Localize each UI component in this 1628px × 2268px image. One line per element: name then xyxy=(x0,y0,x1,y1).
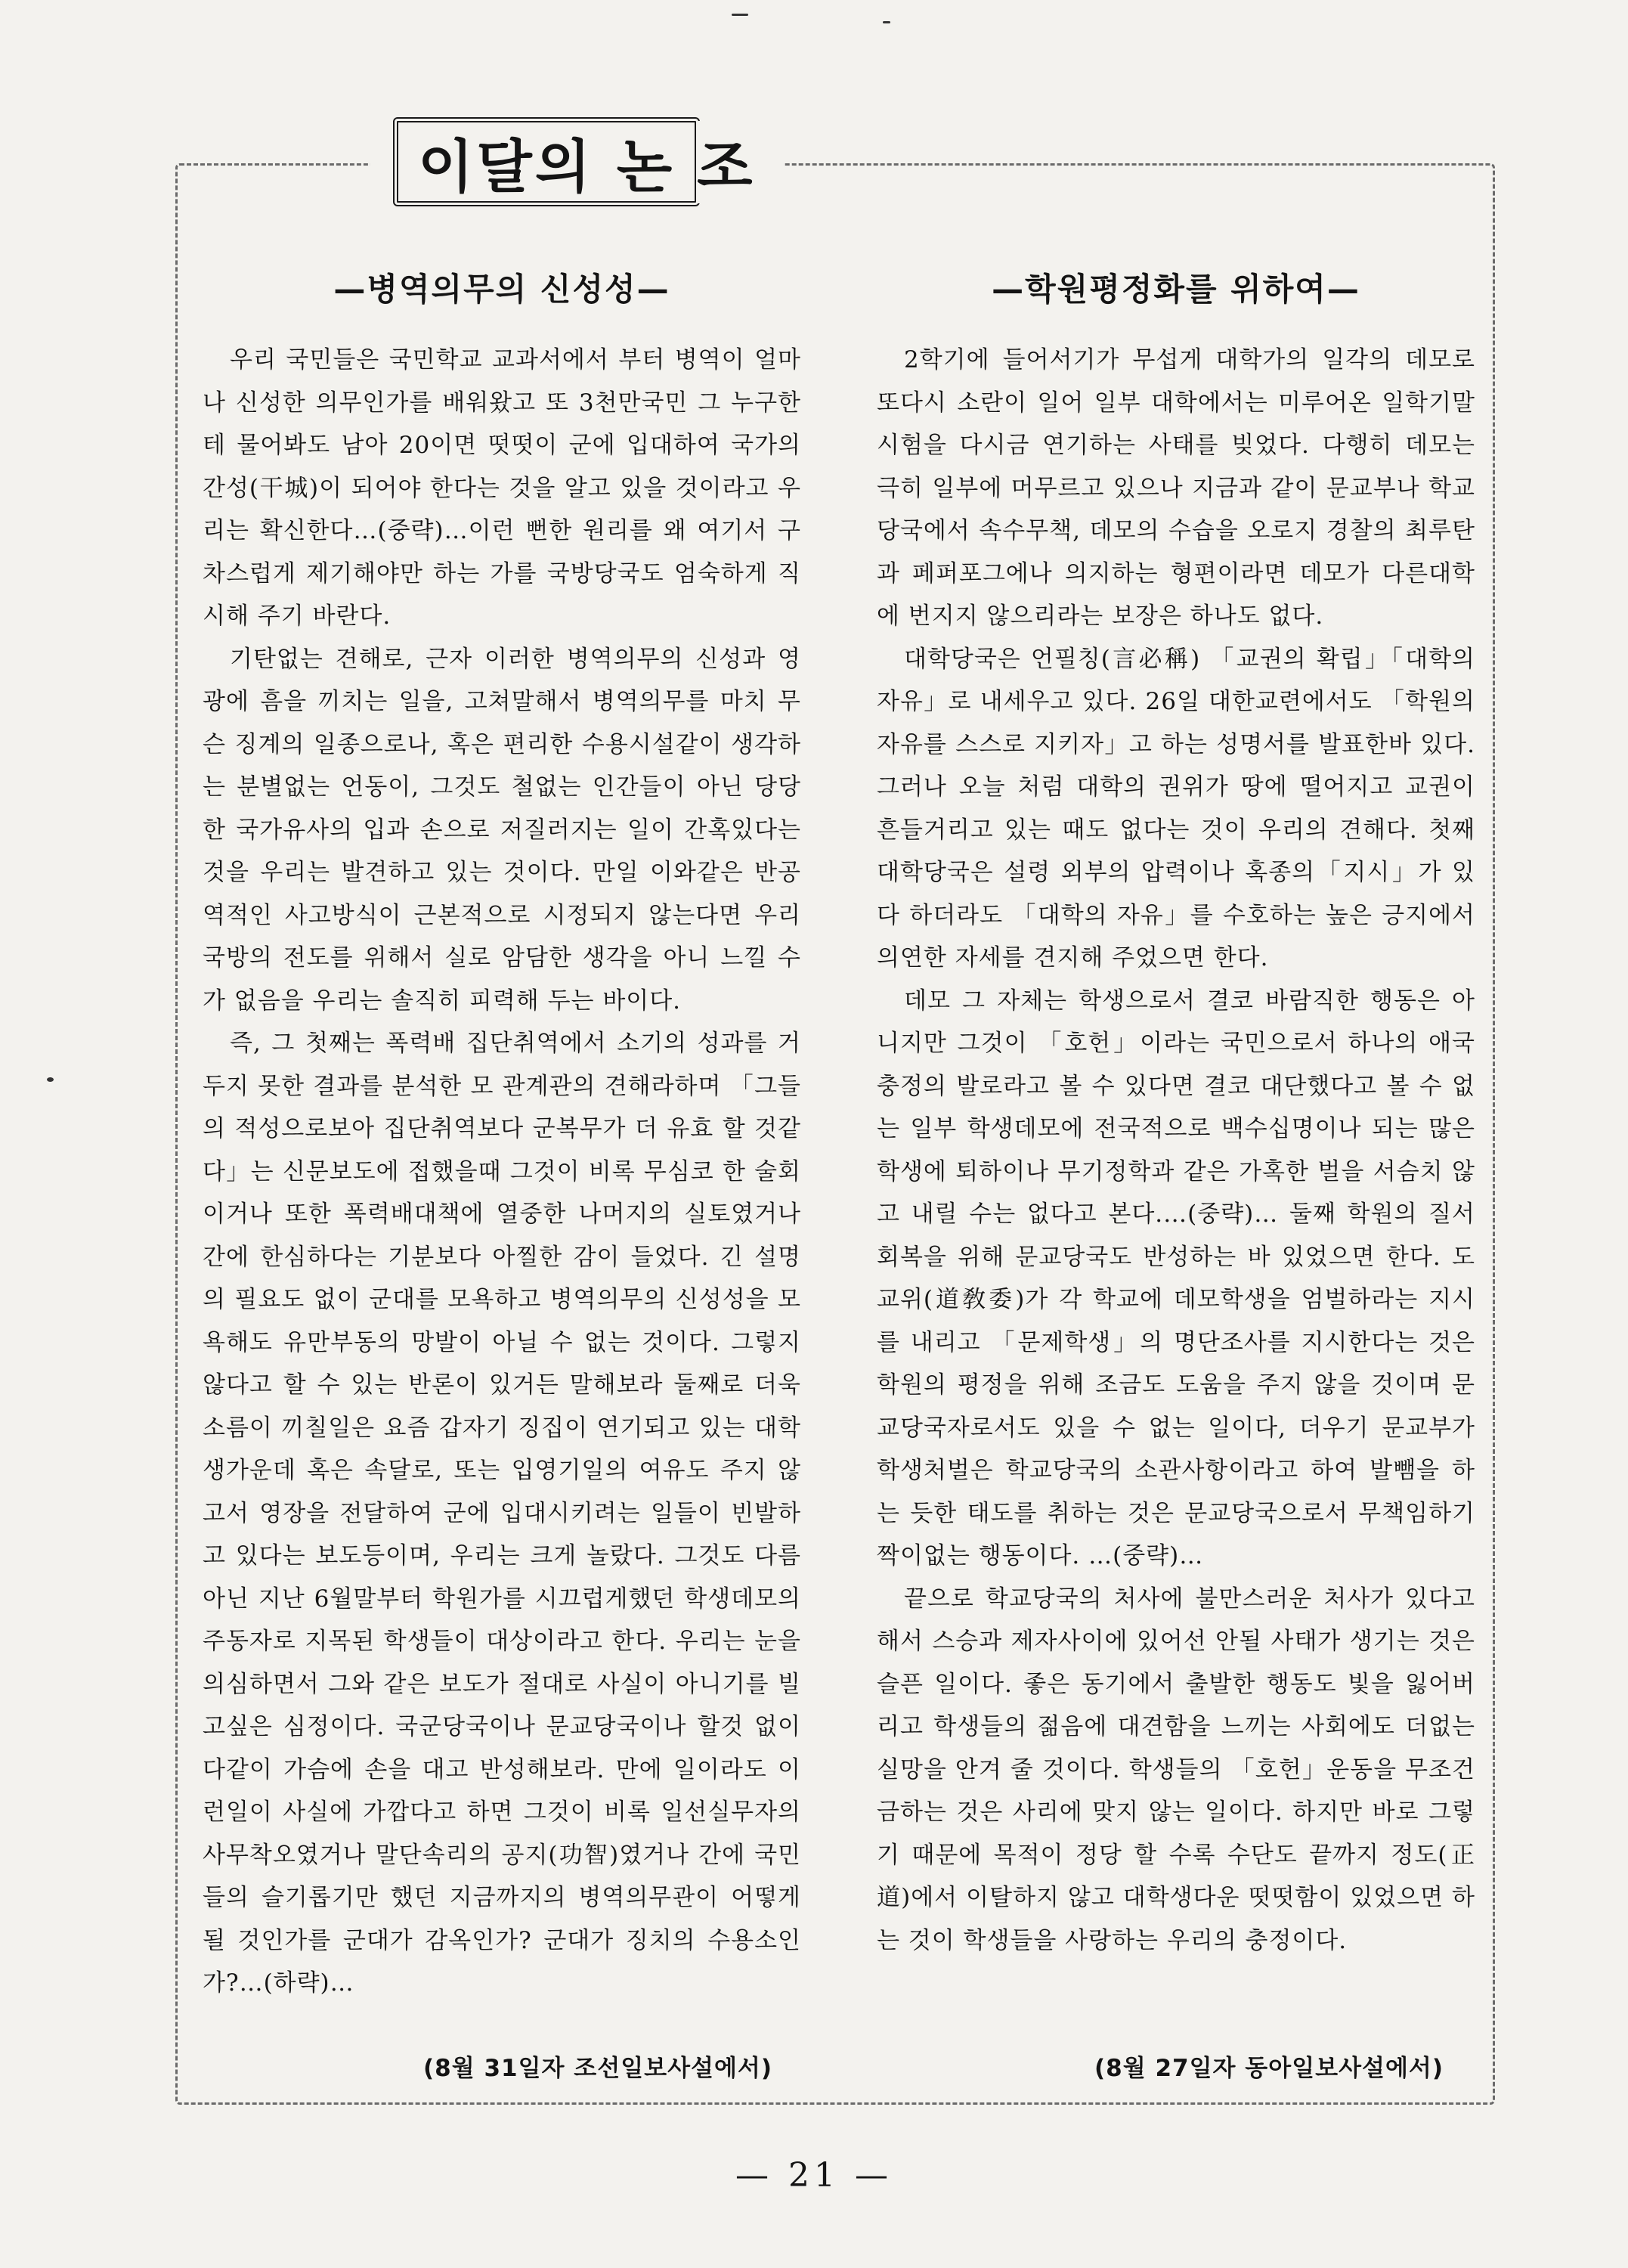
masthead-boxed-text: 이달의 논 xyxy=(418,132,676,200)
left-column-title: —병역의무의 신성성— xyxy=(333,271,670,308)
masthead-box xyxy=(393,117,700,206)
left-paragraph: 우리 국민들은 국민학교 교과서에서 부터 병역이 얼마나 신성한 의무인가를 배워왔고 또 3천만국민 그 누구한테 물어봐도 남아 20이면 떳떳이 군에 입대하여 국가의 간성(干城)이 되어야 한다는 것을 알고 있을 것이라고 우리는 확신한다…(중략)…이런 뻔한 원리를 왜 여기서 구차스럽게 제기해야만 하는 가를 국방당국도 엄숙하게 직시해 주기 바란다. xyxy=(203,346,801,630)
left-column-body xyxy=(203,339,801,2005)
right-column-body xyxy=(877,339,1475,1962)
print-speck xyxy=(47,1077,54,1082)
editorial-left-column xyxy=(203,265,801,2005)
masthead-tail-text: 조 xyxy=(697,121,760,203)
right-paragraph: 데모 그 자체는 학생으로서 결코 바람직한 행동은 아니지만 그것이 「호헌」이라는 국민으로서 하나의 애국충정의 발로라고 볼 수 있다면 결코 대단했다고 볼 수 없는 일부 학생데모에 전국적으로 백수십명이나 되는 많은 학생에 퇴하이나 무기정학과 같은 가혹한 벌을 서슴치 않고 내릴 수는 없다고 본다.…(중략)… 둘째 학원의 질서회복을 위해 문교당국도 반성하는 바 있었으면 한다. 도교위(道敎委)가 각 학교에 데모학생을 엄벌하라는 지시를 내리고 「문제학생」의 명단조사를 지시한다는 것은 학원의 평정을 위해 조금도 도움을 주지 않을 것이며 문교당국자로서도 있을 수 없는 일이다, 더우기 문교부가 학생처벌은 학교당국의 소관사항이라고 하여 발뺌을 하는 듯한 태도를 취하는 것은 문교당국으로서 무책임하기 짝이없는 행동이다. …(중략)… xyxy=(877,987,1475,1569)
right-paragraph: 2학기에 들어서기가 무섭게 대학가의 일각의 데모로 또다시 소란이 일어 일부 대학에서는 미루어온 일학기말시험을 다시금 연기하는 사태를 빚었다. 다행히 데모는 극히 일부에 머무르고 있으나 지금과 같이 문교부나 학교당국에서 속수무책, 데모의 수습을 오로지 경찰의 최루탄과 페퍼포그에나 의지하는 형편이라면 데모가 다른대학에 번지지 않으리라는 보장은 하나도 없다. xyxy=(877,346,1475,630)
right-paragraph: 대학당국은 언필칭(言必稱) 「교권의 확립」「대학의 자유」로 내세우고 있다. 26일 대한교련에서도 「학원의 자유를 스스로 지키자」고 하는 성명서를 발표한바 있다. 그러나 오늘 처럼 대학의 권위가 땅에 떨어지고 교권이 흔들거리고 있는 때도 없다는 것이 우리의 견해다. 첫째 대학당국은 설령 외부의 압력이나 혹종의「지시」가 있다 하더라도 「대학의 자유」를 수호하는 높은 긍지에서 의연한 자세를 견지해 주었으면 한다. xyxy=(877,645,1475,971)
page-number: — 21 — xyxy=(735,2156,893,2195)
left-paragraph: 즉, 그 첫째는 폭력배 집단취역에서 소기의 성과를 거두지 못한 결과를 분석한 모 관계관의 견해라하며 「그들의 적성으로보아 집단취역보다 군복무가 더 유효 할 것같다」는 신문보도에 접했을때 그것이 비록 무심코 한 술회이거나 또한 폭력배대책에 열중한 나머지의 실토였거나간에 한심하다는 기분보다 아찔한 감이 들었다. 긴 설명의 필요도 없이 군대를 모욕하고 병역의무의 신성성을 모욕해도 유만부동의 망발이 아닐 수 없는 것이다. 그렇지 않다고 할 수 있는 반론이 있거든 말해보라 둘째로 더욱 소름이 끼칠일은 요즘 갑자기 징집이 연기되고 있는 대학생가운데 혹은 속달로, 또는 입영기일의 여유도 주지 않고서 영장을 전달하여 군에 입대시키려는 일들이 빈발하고 있다는 보도등이며, 우리는 크게 놀랐다. 그것도 다름아닌 지난 6월말부터 학원가를 시끄럽게했던 학생데모의 주동자로 지목된 학생들이 대상이라고 한다. 우리는 눈을 의심하면서 그와 같은 보도가 절대로 사실이 아니기를 빌고싶은 심정이다. 국군당국이나 문교당국이나 할것 없이 다같이 가슴에 손을 대고 반성해보라. 만에 일이라도 이런일이 사실에 가깝다고 하면 그것이 비록 일선실무자의 사무착오였거나 말단속리의 공지(功智)였거나 간에 국민들의 슬기롭기만 했던 지금까지의 병역의무관이 어떻게 될 것인가를 군대가 감옥인가? 군대가 징치의 수용소인가?…(하략)… xyxy=(203,1030,801,1997)
right-column-title: —학원평정화를 위하여— xyxy=(992,271,1360,308)
print-speck xyxy=(883,21,890,23)
right-source-credit: (8월 27일자 동아일보사설에서) xyxy=(1094,2055,1444,2082)
print-speck xyxy=(732,14,748,16)
left-source-credit: (8월 31일자 조선일보사설에서) xyxy=(423,2055,773,2082)
editorial-right-column xyxy=(877,265,1475,1962)
right-paragraph: 끝으로 학교당국의 처사에 불만스러운 처사가 있다고해서 스승과 제자사이에 있어선 안될 사태가 생기는 것은 슬픈 일이다. 좋은 동기에서 출발한 행동도 빛을 잃어버리고 학생들의 젊음에 대견함을 느끼는 사회에도 더없는 실망을 안겨 줄 것이다. 학생들의 「호헌」운동을 무조건 금하는 것은 사리에 맞지 않는 일이다. 하지만 바로 그렇기 때문에 목적이 정당 할 수록 수단도 끝까지 정도(正道)에서 이탈하지 않고 대학생다운 떳떳함이 있었으면 하는 것이 학생들을 사랑하는 우리의 충정이다. xyxy=(877,1585,1475,1954)
masthead xyxy=(370,113,783,210)
left-paragraph: 기탄없는 견해로, 근자 이러한 병역의무의 신성과 영광에 흠을 끼치는 일을, 고쳐말해서 병역의무를 마치 무슨 징계의 일종으로나, 혹은 편리한 수용시설같이 생각하는 분별없는 언동이, 그것도 철없는 인간들이 아닌 당당한 국가유사의 입과 손으로 저질러지는 일이 간혹있다는 것을 우리는 발견하고 있는 것이다. 만일 이와같은 반공역적인 사고방식이 근본적으로 시정되지 않는다면 우리 국방의 전도를 위해서 실로 암담한 생각을 아니 느낄 수가 없음을 우리는 솔직히 피력해 두는 바이다. xyxy=(203,645,801,1015)
